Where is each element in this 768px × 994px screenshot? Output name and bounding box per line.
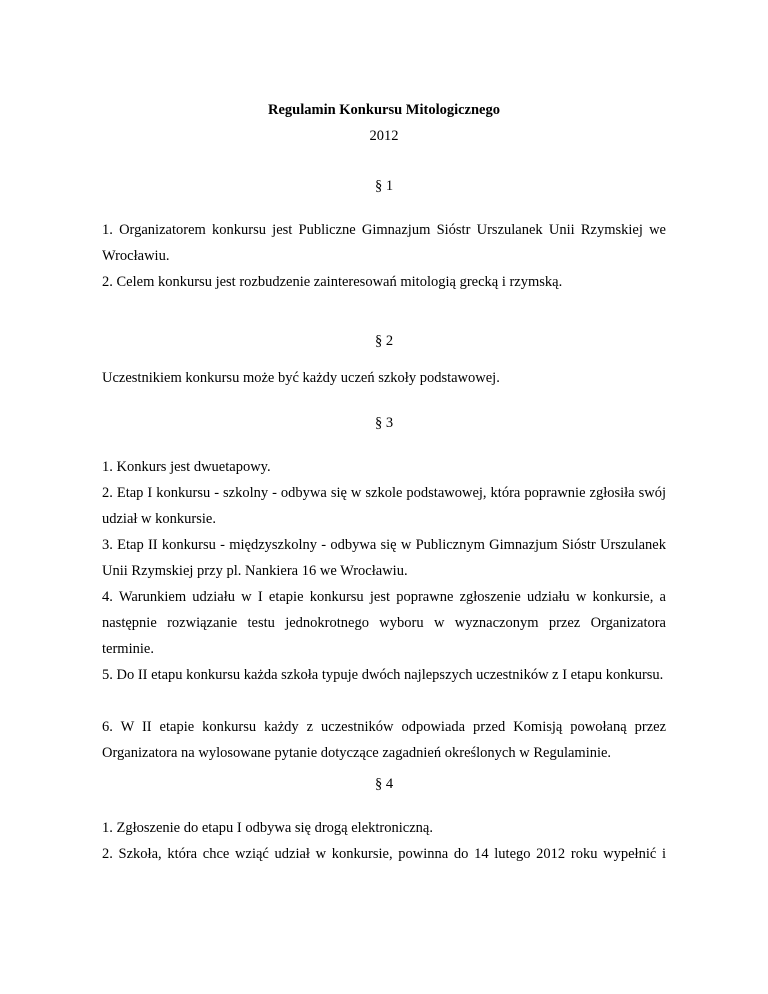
section-mark-3: § 3 xyxy=(374,415,394,431)
section-3-item-4: 4. Warunkiem udziału w I etapie konkursu jest poprawne zgłoszenie udziału w konkursie, a następnie rozwiązanie testu jednokrotnego wyboru w wyznaczonym przez Organizatora terminie. xyxy=(102,589,666,657)
section-4-item-1: 1. Zgłoszenie do etapu I odbywa się drogą elektroniczną. xyxy=(102,820,433,836)
section-3-item-2: 2. Etap I konkursu - szkolny - odbywa się w szkole podstawowej, która poprawnie zgłosiła swój udział w konkursie. xyxy=(102,485,666,527)
section-3-item-6: 6. W II etapie konkursu każdy z uczestników odpowiada przed Komisją powołaną przez Organizatora na wylosowane pytanie dotyczące zagadnień określonych w Regulaminie. xyxy=(102,719,666,761)
section-mark-1: § 1 xyxy=(374,178,394,194)
document-year: 2012 xyxy=(369,128,399,144)
section-4-item-2: 2. Szkoła, która chce wziąć udział w konkursie, powinna do 14 lutego 2012 roku wypełnić i xyxy=(102,846,666,862)
section-3-item-5: 5. Do II etapu konkursu każda szkoła typuje dwóch najlepszych uczestników z I etapu konkursu. xyxy=(102,667,664,683)
section-1-item-2: 2. Celem konkursu jest rozbudzenie zainteresowań mitologią grecką i rzymską. xyxy=(102,274,563,290)
section-1-item-1: 1. Organizatorem konkursu jest Publiczne Gimnazjum Sióstr Urszulanek Unii Rzymskiej we Wrocławiu. xyxy=(102,222,666,264)
section-2-item-1: Uczestnikiem konkursu może być każdy uczeń szkoły podstawowej. xyxy=(102,370,500,386)
document-title: Regulamin Konkursu Mitologicznego xyxy=(267,102,500,118)
section-3-item-1: 1. Konkurs jest dwuetapowy. xyxy=(102,459,271,475)
section-mark-4: § 4 xyxy=(374,776,394,792)
section-3-item-3: 3. Etap II konkursu - międzyszkolny - odbywa się w Publicznym Gimnazjum Sióstr Urszulanek Unii Rzymskiej przy pl. Nankiera 16 we Wrocławiu. xyxy=(102,537,666,579)
section-mark-2: § 2 xyxy=(374,333,394,349)
